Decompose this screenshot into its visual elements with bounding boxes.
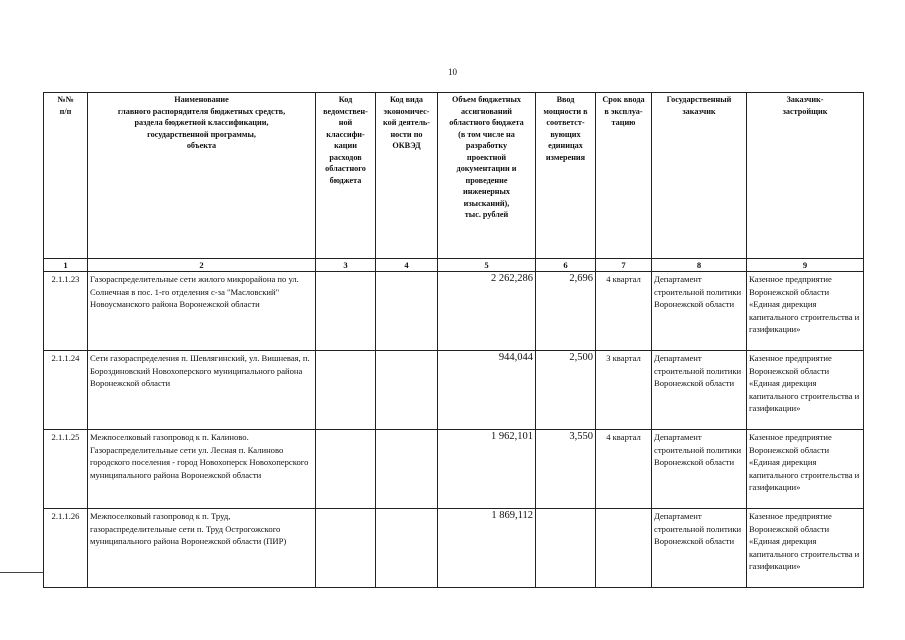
header-cell: Государственный заказчик bbox=[652, 93, 747, 259]
capacity-value: 2,696 bbox=[536, 272, 596, 351]
margin-rule bbox=[0, 572, 43, 573]
developer: Казенное предприятие Воронежской области «Единая дирекция капитального строительства и газификации» bbox=[747, 430, 864, 509]
state-customer: Департамент строительной политики Воронежской области bbox=[652, 430, 747, 509]
okved-code bbox=[376, 430, 438, 509]
budget-amount: 1 869,112 bbox=[438, 509, 536, 588]
page-number: 10 bbox=[448, 67, 457, 77]
object-name: Сети газораспределения п. Шевлягинский, ул. Вишневая, п. Бороздиновский Новохоперского муниципального района Воронежской области bbox=[88, 351, 316, 430]
row-code: 2.1.1.24 bbox=[44, 351, 88, 430]
column-number: 5 bbox=[438, 259, 536, 272]
header-cell: Код ведомствен- ной классифи- кации расходов областного бюджета bbox=[316, 93, 376, 259]
okved-code bbox=[376, 351, 438, 430]
row-code: 2.1.1.23 bbox=[44, 272, 88, 351]
column-number: 1 bbox=[44, 259, 88, 272]
budget-amount: 2 262,286 bbox=[438, 272, 536, 351]
budget-amount: 944,044 bbox=[438, 351, 536, 430]
table-row bbox=[44, 509, 864, 588]
row-code: 2.1.1.26 bbox=[44, 509, 88, 588]
capacity-value bbox=[536, 509, 596, 588]
column-number: 9 bbox=[747, 259, 864, 272]
dept-code bbox=[316, 272, 376, 351]
header-cell: Срок ввода в эксплуа- тацию bbox=[596, 93, 652, 259]
header-cell: Наименование главного распорядителя бюджетных средств, раздела бюджетной классификации, государственной программы, объекта bbox=[88, 93, 316, 259]
dept-code bbox=[316, 509, 376, 588]
developer: Казенное предприятие Воронежской области «Единая дирекция капитального строительства и газификации» bbox=[747, 351, 864, 430]
dept-code bbox=[316, 430, 376, 509]
state-customer: Департамент строительной политики Воронежской области bbox=[652, 509, 747, 588]
developer: Казенное предприятие Воронежской области «Единая дирекция капитального строительства и газификации» bbox=[747, 272, 864, 351]
table-row bbox=[44, 351, 864, 430]
header-cell: №№ п/п bbox=[44, 93, 88, 259]
column-number: 8 bbox=[652, 259, 747, 272]
budget-amount: 1 962,101 bbox=[438, 430, 536, 509]
header-cell: Заказчик- застройщик bbox=[747, 93, 864, 259]
budget-table bbox=[43, 92, 864, 588]
column-number: 4 bbox=[376, 259, 438, 272]
object-name: Газораспределительные сети жилого микрорайона по ул. Солнечная в пос. 1-го отделения с-за "Масловский" Новоусманского района Воронежской области bbox=[88, 272, 316, 351]
dept-code bbox=[316, 351, 376, 430]
table-row bbox=[44, 430, 864, 509]
commissioning-term: 3 квартал bbox=[596, 351, 652, 430]
row-code: 2.1.1.25 bbox=[44, 430, 88, 509]
column-number: 3 bbox=[316, 259, 376, 272]
commissioning-term: 4 квартал bbox=[596, 272, 652, 351]
state-customer: Департамент строительной политики Воронежской области bbox=[652, 272, 747, 351]
okved-code bbox=[376, 509, 438, 588]
column-number: 2 bbox=[88, 259, 316, 272]
object-name: Межпоселковый газопровод к п. Труд, газораспределительные сети п. Труд Острогожского муниципального района Воронежской области (ПИР) bbox=[88, 509, 316, 588]
state-customer: Департамент строительной политики Воронежской области bbox=[652, 351, 747, 430]
object-name: Межпоселковый газопровод к п. Калиново. Газораспределительные сети ул. Лесная п. Калиново городского поселения - город Новохоперск Новохоперского муниципального района Воронежской области bbox=[88, 430, 316, 509]
column-number-row bbox=[44, 259, 864, 272]
column-number: 6 bbox=[536, 259, 596, 272]
header-cell: Ввод мощности в соответст- вующих единицах измерения bbox=[536, 93, 596, 259]
commissioning-term bbox=[596, 509, 652, 588]
okved-code bbox=[376, 272, 438, 351]
header-cell: Код вида экономичес- кой деятель- ности по ОКВЭД bbox=[376, 93, 438, 259]
column-number: 7 bbox=[596, 259, 652, 272]
developer: Казенное предприятие Воронежской области «Единая дирекция капитального строительства и газификации» bbox=[747, 509, 864, 588]
commissioning-term: 4 квартал bbox=[596, 430, 652, 509]
capacity-value: 3,550 bbox=[536, 430, 596, 509]
header-cell: Объем бюджетных ассигнований областного бюджета (в том числе на разработку проектной документации и проведение инженерных изысканий), тыс. рублей bbox=[438, 93, 536, 259]
header-row bbox=[44, 93, 864, 259]
capacity-value: 2,500 bbox=[536, 351, 596, 430]
table-row bbox=[44, 272, 864, 351]
